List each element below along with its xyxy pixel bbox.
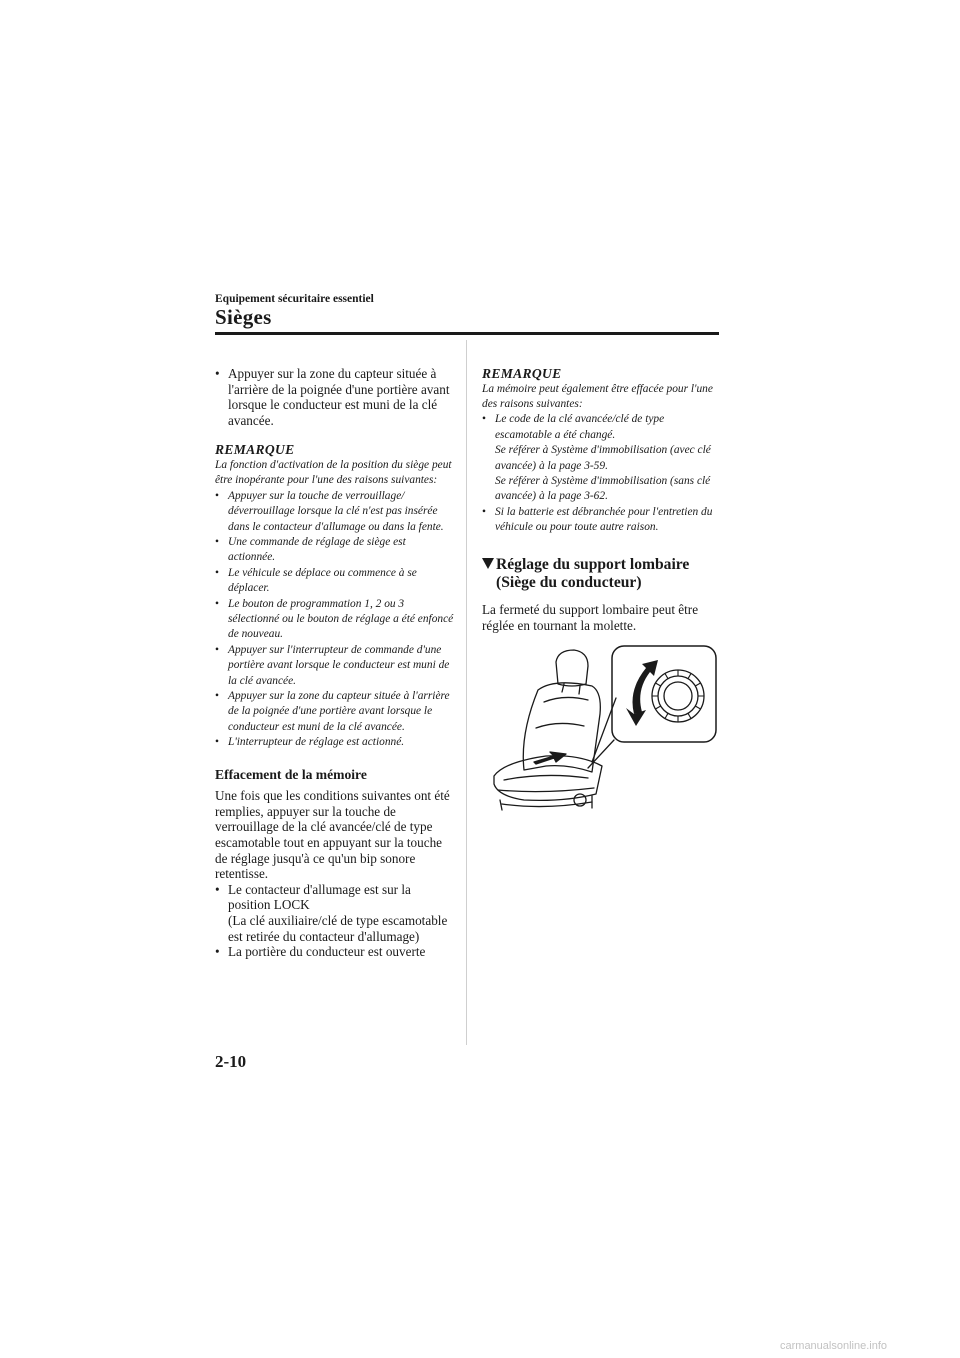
bullet-icon: • — [215, 736, 219, 749]
right-column — [482, 366, 722, 634]
erase-body: Une fois que les conditions suivantes ont été remplies, appuyer sur la touche de verrouillage de la clé avancée/clé de type escamotable tout en appuyant sur la touche de réglage jusqu'à ce qu'un bip sonore retentisse. — [215, 788, 450, 882]
list-item: • Le véhicule se déplace ou commence à se déplacer. — [215, 566, 417, 595]
list-item: • Appuyer sur l'interrupteur de commande d'une portière avant lorsque le conducteur est muni de la clé avancée. — [215, 643, 450, 687]
list-item: • Appuyer sur la zone du capteur située à l'arrière de la poignée d'une portière avant lorsque le conducteur est muni de la clé avancée. — [215, 366, 450, 428]
list-item: • Le bouton de programmation 1, 2 ou 3 sélectionné ou le bouton de réglage a été enfoncé de nouveau. — [215, 597, 454, 641]
lumbar-body: La fermeté du support lombaire peut être réglée en tournant la molette. — [482, 601, 699, 633]
list-item: • Appuyer sur la touche de verrouillage/ déverrouillage lorsque la clé n'est pas insérée dans le contacteur d'allumage ou dans la fente. — [215, 489, 444, 533]
bullet-icon: • — [215, 881, 220, 897]
bullet-icon: • — [215, 566, 219, 579]
seat-lumbar-illustration — [484, 644, 720, 816]
left-column — [215, 366, 455, 960]
bullet-icon: • — [482, 505, 486, 518]
page-title: Sièges — [215, 305, 272, 329]
page-number: 2-10 — [215, 1052, 247, 1071]
bullet-icon: • — [215, 597, 219, 610]
note-intro: La fonction d'activation de la position du siège peut être inopérante pour l'une des raisons suivantes: — [215, 458, 452, 487]
list-item: • La portière du conducteur est ouverte — [215, 944, 426, 960]
list-item: • Appuyer sur la zone du capteur située à l'arrière de la poignée d'une portière avant lorsque le conducteur est muni de la clé avancée. — [215, 690, 450, 733]
header-rule — [215, 332, 719, 335]
list-item: • Le code de la clé avancée/clé de type escamotable a été changé. Se référer à Système d'immobilisation (avec clé avancée) à la page 3-59. Se référer à Système d'immobilisation (sans clé avancée) à la page 3-62. — [482, 413, 711, 503]
bullet-icon: • — [215, 489, 219, 502]
section-label: Equipement sécuritaire essentiel — [215, 293, 374, 305]
column-divider — [466, 340, 467, 1045]
bullet-icon: • — [215, 536, 219, 548]
note-heading: REMARQUE — [215, 442, 295, 458]
watermark: carmanualsonline.info — [780, 1340, 888, 1352]
bullet-icon: • — [215, 366, 220, 381]
list-item: • L'interrupteur de réglage est actionné. — [215, 735, 455, 750]
bullet-icon: • — [215, 944, 220, 960]
bullet-icon: • — [482, 413, 486, 426]
lumbar-heading: Réglage du support lombaire (Siège du conducteur) — [482, 556, 722, 592]
note-intro: La mémoire peut également être effacée pour l'une des raisons suivantes: — [482, 382, 713, 410]
list-item: • Une commande de réglage de siège est actionnée. — [215, 536, 406, 564]
erase-heading: Effacement de la mémoire — [215, 766, 367, 782]
list-item: • Le contacteur d'allumage est sur la position LOCK (La clé auxiliaire/clé de type escamotable est retirée du contacteur d'allumage) — [215, 881, 448, 944]
bullet-icon: • — [215, 643, 219, 656]
triangle-marker-icon — [482, 558, 494, 569]
list-item: • Si la batterie est débranchée pour l'entretien du véhicule ou pour toute autre raison. — [482, 505, 713, 534]
bullet-icon: • — [215, 690, 219, 703]
note-heading: REMARQUE — [482, 366, 562, 381]
